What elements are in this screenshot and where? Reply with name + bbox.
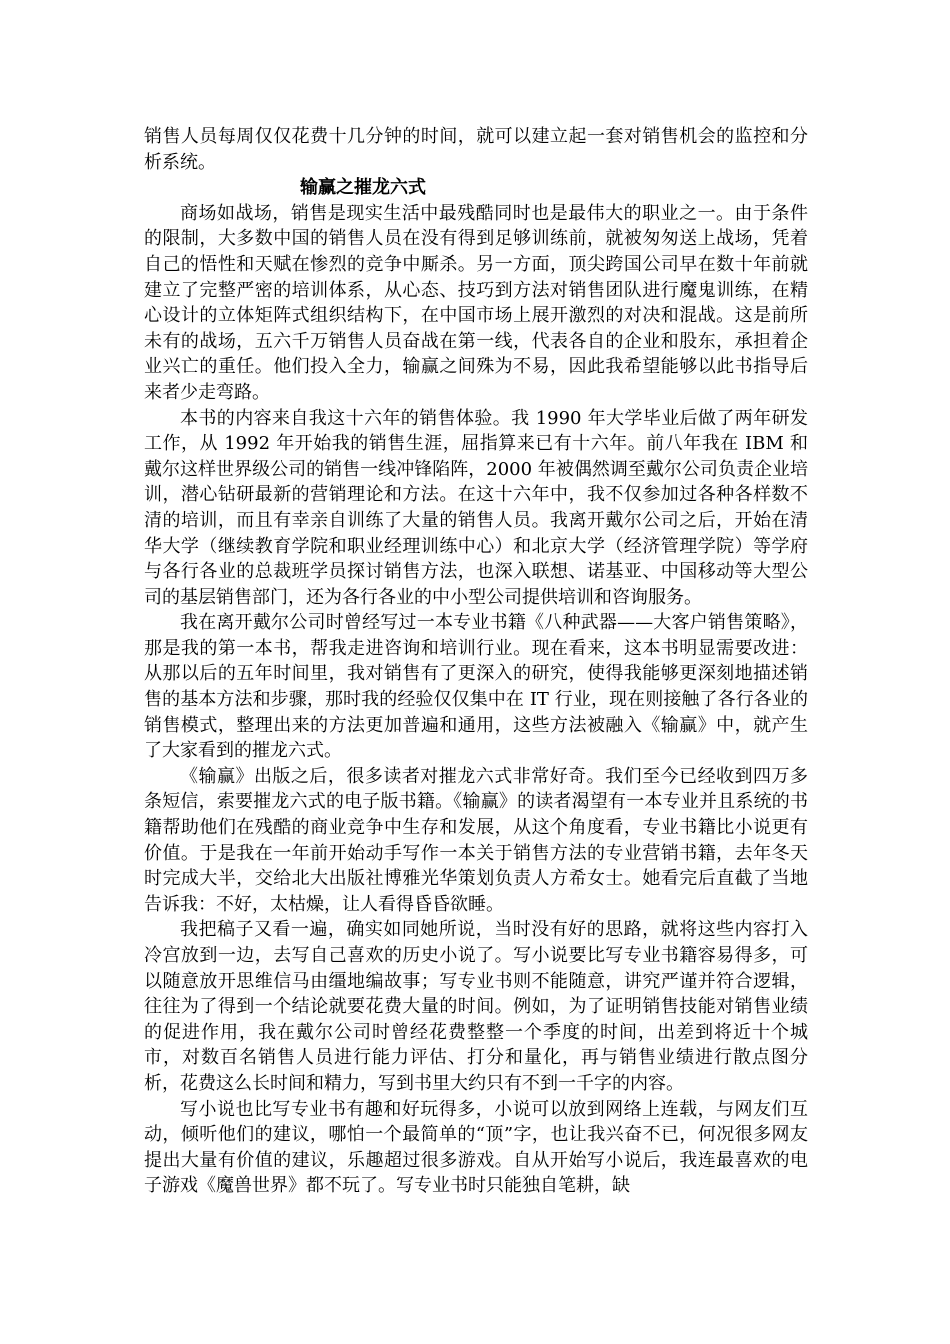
- body-paragraph-1: 商场如战场，销售是现实生活中最残酷同时也是最伟大的职业之一。由于条件的限制，大多数中国的销售人员在没有得到足够训练前，就被匆匆送上战场，凭着自己的悟性和天赋在惨烈的竞争中厮杀。另一方面，顶尖跨国公司早在数十年前就建立了完整严密的培训体系，从心态、技巧到方法对销售团队进行魔鬼训练，在精心设计的立体矩阵式组织结构下，在中国市场上展开激烈的对决和混战。这是前所未有的战场，五六千万销售人员奋战在第一线，代表各自的企业和股东，承担着企业兴亡的重任。他们投入全力，输赢之间殊为不易，因此我希望能够以此书指导后来者少走弯路。: [144, 202, 808, 403]
- body-paragraph-6: 写小说也比写专业书有趣和好玩得多，小说可以放到网络上连载，与网友们互动，倾听他们的建议，哪怕一个最简单的“顶”字，也让我兴奋不已，何况很多网友提出大量有价值的建议，乐趣超过很多游戏。自从开始写小说后，我连最喜欢的电子游戏《魔兽世界》都不玩了。写专业书时只能独自笔耕，缺: [144, 1098, 808, 1197]
- intro-paragraph: 销售人员每周仅仅花费十几分钟的时间，就可以建立起一套对销售机会的监控和分析系统。: [144, 126, 808, 173]
- document-body: [144, 124, 808, 1199]
- body-paragraph-2: 本书的内容来自我这十六年的销售体验。我 1990 年大学毕业后做了两年研发工作，从 1992 年开始我的销售生涯，屈指算来已有十六年。前八年我在 IBM 和戴尔这样世界级公司的销售一线冲锋陷阵，2000 年被偶然调至戴尔公司负责企业培训，潜心钻研最新的营销理论和方法。在这十六年中，我不仅参加过各种各样数不清的培训，而且有幸亲自训练了大量的销售人员。我离开戴尔公司之后，开始在清华大学（继续教育学院和职业经理训练中心）和北京大学（经济管理学院）等学府与各行各业的总裁班学员探讨销售方法，也深入联想、诺基亚、中国移动等大型公司的基层销售部门，还为各行各业的中小型公司提供培训和咨询服务。: [144, 407, 808, 608]
- body-paragraph-3: 我在离开戴尔公司时曾经写过一本专业书籍《八种武器——大客户销售策略》，那是我的第一本书，帮我走进咨询和培训行业。现在看来，这本书明显需要改进：从那以后的五年时间里，我对销售有了更深入的研究，使得我能够更深刻地描述销售的基本方法和步骤，那时我的经验仅仅集中在 IT 行业，现在则接触了各行各业的销售模式，整理出来的方法更加普遍和通用，这些方法被融入《输赢》中，就产生了大家看到的摧龙六式。: [144, 612, 808, 762]
- body-paragraph-5: 我把稿子又看一遍，确实如同她所说，当时没有好的思路，就将这些内容打入冷宫放到一边，去写自己喜欢的历史小说了。写小说要比写专业书籍容易得多，可以随意放开思维信马由缰地编故事；写专业书则不能随意，讲究严谨并符合逻辑，往往为了得到一个结论就要花费大量的时间。例如，为了证明销售技能对销售业绩的促进作用，我在戴尔公司时曾经花费整整一个季度的时间，出差到将近十个城市，对数百名销售人员进行能力评估、打分和量化，再与销售业绩进行散点图分析，花费这么长时间和精力，写到书里大约只有不到一千字的内容。: [144, 919, 808, 1094]
- section-title: 输赢之摧龙六式: [300, 177, 426, 199]
- body-paragraph-4: 《输赢》出版之后，很多读者对摧龙六式非常好奇。我们至今已经收到四万多条短信，索要摧龙六式的电子版书籍。《输赢》的读者渴望有一本专业并且系统的书籍帮助他们在残酷的商业竞争中生存和发展，从这个角度看，专业书籍比小说更有价值。于是我在一年前开始动手写作一本关于销售方法的专业营销书籍，去年冬天时完成大半，交给北大出版社博雅光华策划负责人方希女士。她看完后直截了当地告诉我：不好，太枯燥，让人看得昏昏欲睡。: [144, 765, 808, 915]
